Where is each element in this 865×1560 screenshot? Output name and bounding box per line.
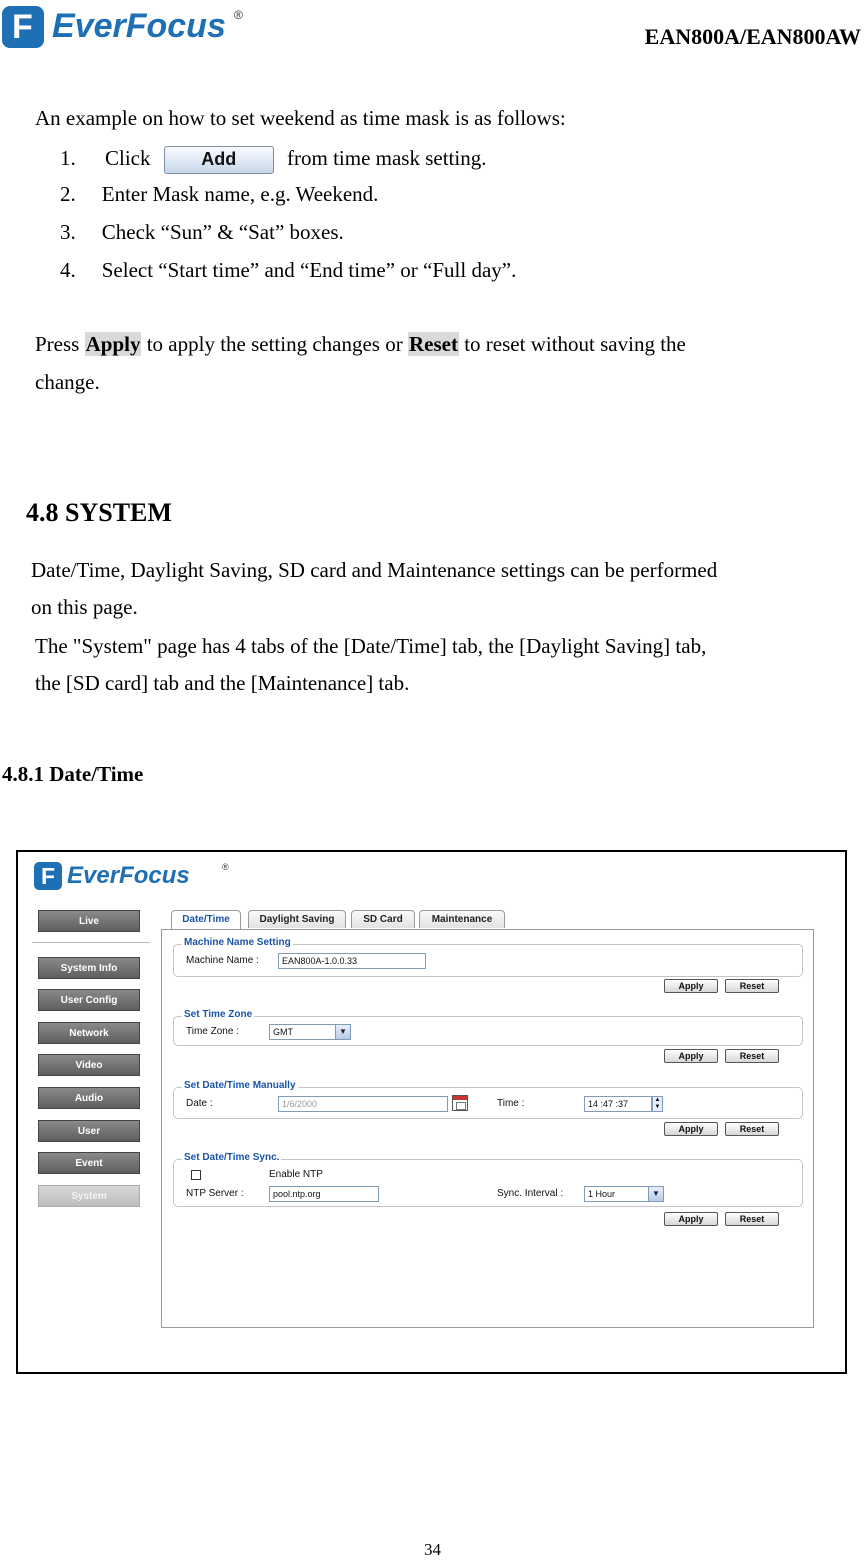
page-number: 34 <box>424 1540 441 1559</box>
press-instruction-line2: change. <box>35 370 100 394</box>
nav-system-info-button[interactable]: System Info <box>38 957 140 979</box>
time-zone-select[interactable] <box>269 1024 351 1040</box>
subsection-title: 4.8.1 Date/Time <box>2 762 144 786</box>
section-title: 4.8 SYSTEM <box>26 498 172 527</box>
group-title: Set Date/Time Sync. <box>184 1152 280 1163</box>
sync-datetime-group <box>173 1152 803 1207</box>
logo-wordmark: EverFocus <box>52 7 226 45</box>
apply-keyword: Apply <box>85 332 141 356</box>
tab-date-time[interactable]: Date/Time <box>171 910 241 929</box>
step-number: 1. <box>60 146 76 170</box>
tab-maintenance[interactable]: Maintenance <box>419 910 505 928</box>
press-text: to reset without saving the <box>464 332 686 356</box>
tab-sd-card[interactable]: SD Card <box>351 910 415 928</box>
reset-keyword: Reset <box>408 332 458 356</box>
logo-mark-icon <box>34 862 62 890</box>
nav-system-button[interactable]: System <box>38 1185 140 1207</box>
chevron-down-icon: ▼ <box>335 1025 350 1039</box>
step-2 <box>60 180 378 208</box>
section-para1-line2: on this page. <box>31 595 138 619</box>
nav-event-button[interactable]: Event <box>38 1152 140 1174</box>
time-input[interactable]: 14 :47 :37 <box>584 1096 652 1112</box>
machine-name-label: Machine Name : <box>186 955 259 966</box>
section-para1-line1: Date/Time, Daylight Saving, SD card and Maintenance settings can be performed <box>31 558 718 582</box>
nav-network-button[interactable]: Network <box>38 1022 140 1044</box>
intro-text: An example on how to set weekend as time mask is as follows: <box>35 106 566 130</box>
ntp-server-input[interactable]: pool.ntp.org <box>269 1186 379 1202</box>
step-text: Check “Sun” & “Sat” boxes. <box>101 220 344 244</box>
nav-video-button[interactable]: Video <box>38 1054 140 1076</box>
screenshot-logo <box>34 860 234 894</box>
timezone-reset-button[interactable]: Reset <box>725 1049 779 1063</box>
machine-name-input[interactable]: EAN800A-1.0.0.33 <box>278 953 426 969</box>
enable-ntp-checkbox[interactable] <box>191 1170 201 1180</box>
tab-daylight-saving[interactable]: Daylight Saving <box>248 910 346 928</box>
step-3 <box>60 218 344 246</box>
manual-reset-button[interactable]: Reset <box>725 1122 779 1136</box>
date-input[interactable]: 1/6/2000 <box>278 1096 448 1112</box>
sync-interval-label: Sync. Interval : <box>497 1188 564 1199</box>
section-para2-line1: The "System" page has 4 tabs of the [Date/Time] tab, the [Daylight Saving] tab, <box>35 634 707 658</box>
manual-datetime-group <box>173 1080 803 1119</box>
logo-mark-letter: F <box>41 863 56 889</box>
chevron-down-icon: ▼ <box>648 1187 663 1201</box>
group-title: Set Date/Time Manually <box>184 1080 296 1091</box>
sync-apply-button[interactable]: Apply <box>664 1212 718 1226</box>
enable-ntp-label: Enable NTP <box>269 1169 323 1180</box>
section-para2-line2: the [SD card] tab and the [Maintenance] tab. <box>35 671 410 695</box>
logo-wordmark: EverFocus <box>67 862 190 889</box>
time-zone-value: GMT <box>273 1027 293 1037</box>
step-number: 4. <box>60 258 76 282</box>
ntp-server-label: NTP Server : <box>186 1188 244 1199</box>
step-text: Select “Start time” and “End time” or “Full day”. <box>101 258 517 282</box>
step-4 <box>60 256 516 284</box>
machine-reset-button[interactable]: Reset <box>725 979 779 993</box>
press-text: to apply the setting changes or <box>146 332 403 356</box>
time-label: Time : <box>497 1098 525 1109</box>
logo-mark-letter: F <box>12 8 33 46</box>
time-zone-label: Time Zone : <box>186 1026 239 1037</box>
add-button-image: Add <box>164 146 274 174</box>
step-number: 3. <box>60 220 76 244</box>
nav-live-button[interactable]: Live <box>38 910 140 932</box>
step-1 <box>60 144 486 174</box>
tab-content-panel <box>161 929 814 1328</box>
system-datetime-screenshot <box>16 850 847 1374</box>
press-text: Press <box>35 332 80 356</box>
registered-mark: ® <box>234 8 243 22</box>
press-instruction <box>35 330 686 358</box>
step-text: from time mask setting. <box>287 146 487 170</box>
calendar-icon[interactable] <box>452 1095 468 1111</box>
sync-interval-value: 1 Hour <box>588 1189 616 1199</box>
nav-divider <box>32 942 150 943</box>
date-label: Date : <box>186 1098 213 1109</box>
nav-user-button[interactable]: User <box>38 1120 140 1142</box>
time-spinner-icon[interactable]: ▲ ▼ <box>652 1096 663 1112</box>
group-title: Set Time Zone <box>184 1009 253 1020</box>
nav-audio-button[interactable]: Audio <box>38 1087 140 1109</box>
machine-apply-button[interactable]: Apply <box>664 979 718 993</box>
machine-name-group <box>173 937 803 977</box>
step-number: 2. <box>60 182 76 206</box>
step-text: Enter Mask name, e.g. Weekend. <box>101 182 379 206</box>
step-text: Click <box>105 146 151 170</box>
registered-mark: ® <box>222 862 229 872</box>
timezone-apply-button[interactable]: Apply <box>664 1049 718 1063</box>
time-zone-group <box>173 1009 803 1046</box>
everfocus-logo <box>2 4 262 52</box>
model-header: EAN800A/EAN800AW <box>644 24 861 49</box>
nav-user-config-button[interactable]: User Config <box>38 989 140 1011</box>
group-title: Machine Name Setting <box>184 937 291 948</box>
manual-apply-button[interactable]: Apply <box>664 1122 718 1136</box>
sync-interval-select[interactable] <box>584 1186 664 1202</box>
logo-mark-icon <box>2 6 44 48</box>
sync-reset-button[interactable]: Reset <box>725 1212 779 1226</box>
